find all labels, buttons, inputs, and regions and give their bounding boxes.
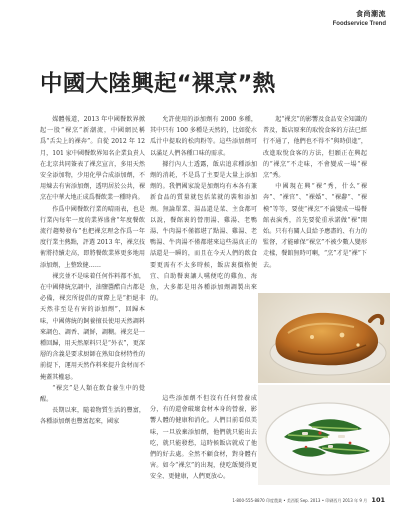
paragraph: 這些添加劑不但沒有任何營養成分，有的還會破壞食材本身的營養，影響人體的健康和消化。人們目前看似美味，一旦放棄添加劑，他們就只能出去吃，就只能發愁，這時候飯店就成了他們的好去處。全然不顧食材，對身體有害。如今“裸烹”的出現，使吃飯變得更安全、更健康，人們更放心。 bbox=[150, 395, 257, 481]
article-column-3 bbox=[263, 114, 367, 271]
footer-phone: 1-800-555-8870 bbox=[232, 498, 265, 503]
article-title: 中國大陸興起“裸烹”熱 bbox=[40, 71, 276, 97]
section-title-zh: 食尚潮流 bbox=[356, 10, 386, 18]
paragraph: 裸烹並不是味着任何作料都不加，在中國傳統烹調中，油鹽醬醋自古都是必備，裸烹所提倡的實際上是“拒絕非天然非至是有害的添加劑”，回歸本味，中國傳統的飼養擅長使用天然調料來調色、調香、調鮮，調糊。裸烹是一種回歸，用天然原料只是“外衣”，更深層的含義是要求厨師在熟知食材特性的前提下，運用天然作料來提升食材而不掩蓋其權惡。 bbox=[40, 272, 145, 381]
footer-magazine: 印度農業 • 美西版 bbox=[265, 498, 299, 503]
section-header bbox=[333, 9, 386, 27]
paragraph: 起“裸烹”的影響及食品安全知識的普及，飯店原來的取悅食客的方法已經行不通了，他們也不得不“與時俱進”，改進取悅食客的方法，但願正在興起的“裸烹”不走味，不會變成一場“裸烹”秀。 bbox=[263, 116, 367, 180]
page-footer bbox=[210, 496, 385, 504]
stir-fried-greens-photo bbox=[258, 385, 390, 485]
paragraph: “裸烹”是人類在飲食養生中的覺醒。 bbox=[40, 384, 145, 404]
paragraph: 長期以來，隨着物質生活的豐富，各種添加劑也豐富起來，國家 bbox=[40, 407, 145, 426]
article-column-2-continued bbox=[150, 393, 257, 483]
footer-issue: Sep. 2013 • 印刷西月 2013 年 9 月 bbox=[300, 498, 368, 503]
paragraph: 允許使用的添加劑有 2000 多種，其中只有 100 多種是天然的，比如從水瓜汁中提取的松肉粉等。這些添加劑可以滿足人們各種口味的需求。 bbox=[150, 116, 257, 157]
paragraph: 中國現在興“裸”秀，什么“裸奔”、“裸官”、“裸婚”、“裸辭”、“裸模”等等，要使“裸烹”不淪變成一場餐館表演秀，首先要從重承諾做“裸”開始。只有有關人員給予應盡的、有力的監督，才能確保“裸烹”不被少數人變形走樣，餐館無時可喇，“烹”才是“裸”下去。 bbox=[263, 183, 367, 269]
page-number: 101 bbox=[371, 496, 385, 504]
article-column-2 bbox=[150, 114, 257, 304]
article-column-1 bbox=[40, 114, 145, 428]
section-title-en: Foodservice Trend bbox=[332, 21, 386, 27]
paragraph: 作爲中國餐飲行業的晴雨表，也是行業內每年一度的業界盛會“年度餐飲流行趨勢發布”也把裸烹理念作爲一年度行業主熱點，評選 2013 年，裸烹技術將持續走高，即將餐飲業界更多地用添加劑，上整致健…… bbox=[40, 205, 145, 269]
paragraph: 媒體報道，2013 年中國餐飲界掀起一股“裸烹”新潮流，中國網民稱爲“舌尖上的裸奔”。自從 2012 年 12 月，101 家中國餐飲界知名企業負責人在北京共同簽表了裸烹宣言，多用天然安全添加物，少用化學合成添加劑，不用煉去有害添加劑，透明居於公共，裸烹在中華大地正成爲餐飲業一種時尚。 bbox=[40, 116, 145, 202]
roasted-chicken-photo bbox=[258, 293, 390, 383]
paragraph: 據行內人士透露，飯店追求種添加劑的消耗，不是爲了主要是大量上添加劑的。我們國家說是加劑均有本各有兼新食品的質量就包括菜就的裝和添加劑。無論單業、湯品還是菜、主食都可以說，餐館裏的營朋湯、雞湯、老鴨湯、牛肉湯不僅都堪了點湯、雞湯、老鴨湯、牛肉湯不僅都堪來這些湯真正的話還是一瞬的，而且在今天人們的飲食要更需有不太多時候，飯店裏價格便宜、自助餐裏讓人嚥便吃的雞魚、海魚，大多都是用各種添加劑調製出來的。 bbox=[150, 160, 257, 303]
